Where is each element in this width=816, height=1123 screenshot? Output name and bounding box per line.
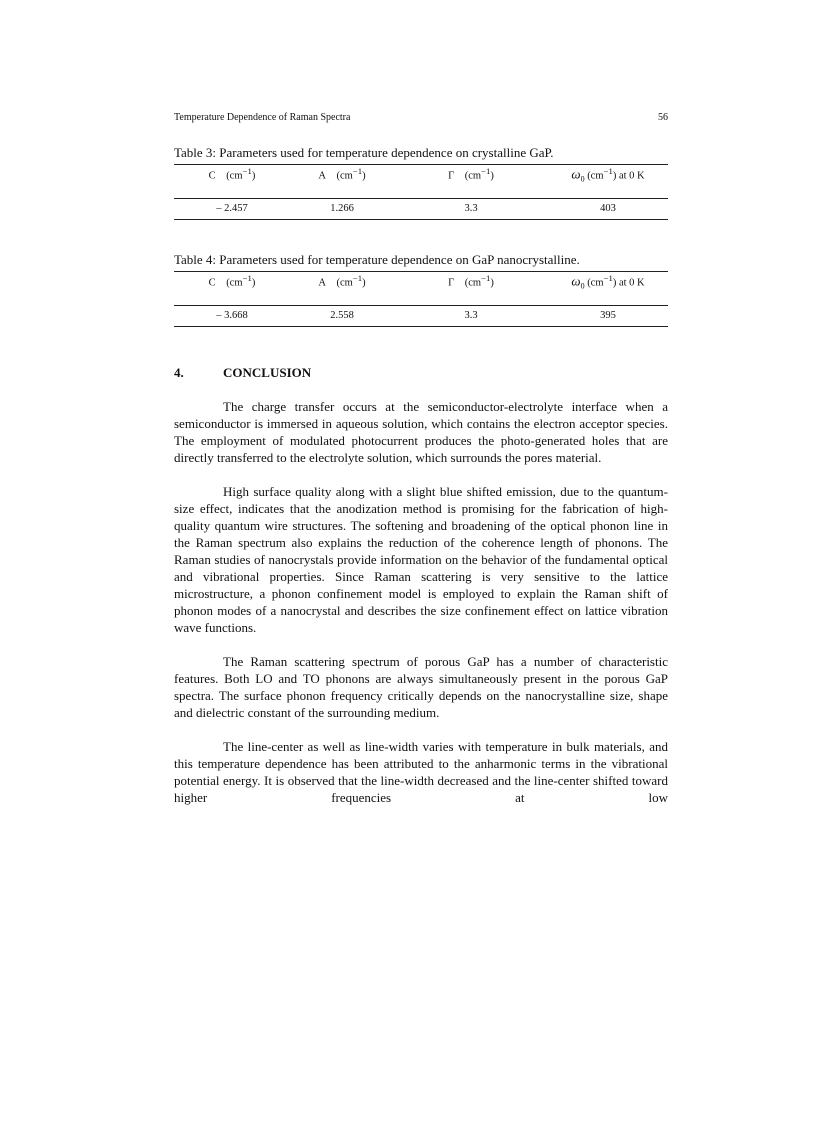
table3-caption: Table 3: Parameters used for temperature dependence on crystalline GaP.: [174, 145, 554, 160]
table3: [174, 164, 668, 220]
table3-header-a: A $(cm^{-1})$: [318, 166, 366, 182]
page-number: 56: [658, 112, 668, 123]
section-number: 4.: [174, 365, 184, 380]
table3-header-omega0: $\omega_0$ $(cm^{-1})$ at 0 K: [571, 166, 645, 184]
table4-cell-c: – 3.668: [174, 305, 290, 326]
table3-header-gamma: Γ $(cm^{-1})$: [448, 166, 494, 182]
table4-header-a: A $(cm^{-1})$: [318, 273, 366, 289]
table4-cell-gamma: 3.3: [394, 305, 548, 326]
conclusion-body: [174, 398, 668, 806]
table3-cell-a: 1.266: [290, 198, 394, 219]
paragraph: The line-center as well as line-width varies with temperature in bulk materials, and this temperature dependence has been attributed to the anharmonic terms in the vibrational potential energy. It is observed that the line-width decreased and the line-center shifted toward higher frequencies at low: [174, 739, 668, 805]
paragraph: The Raman scattering spectrum of porous GaP has a number of characteristic features. Both LO and TO phonons are always simultaneously present in the porous GaP spectra. The surface phonon frequency critically depends on the nanocrystalline size, shape and dielectric constant of the surrounding medium.: [174, 654, 668, 720]
table4-cell-a: 2.558: [290, 305, 394, 326]
running-header: [174, 112, 668, 123]
table4-header-c: C $(cm^{-1})$: [208, 273, 256, 289]
running-title: Temperature Dependence of Raman Spectra: [174, 112, 351, 123]
paragraph: The charge transfer occurs at the semiconductor-electrolyte interface when a semiconductor is immersed in aqueous solution, which contains the electron acceptor species. The employment of modulated photocurrent produces the photo-generated holes that are directly transferred to the electrolyte solution, which surrounds the pores material.: [174, 399, 668, 465]
table3-cell-c: – 2.457: [174, 198, 290, 219]
table4: [174, 271, 668, 327]
table4-caption: Table 4: Parameters used for temperature dependence on GaP nanocrystalline.: [174, 252, 580, 267]
table3-cell-omega0: 403: [548, 198, 668, 219]
table-row: [174, 198, 668, 219]
table4-cell-omega0: 395: [548, 305, 668, 326]
table4-header-gamma: Γ $(cm^{-1})$: [448, 273, 494, 289]
paragraph: High surface quality along with a slight blue shifted emission, due to the quantum-size effect, indicates that the anodization method is promising for the fabrication of high-quality quantum wire structures. The softening and broadening of the optical phonon line in the Raman spectrum also explains the reduction of the coherence length of phonons. The Raman studies of nanocrystals provide information on the behavior of the fundamental optical and vibrational properties. Since Raman scattering is very sensitive to the lattice microstructure, a phonon confinement model is employed to explain the Raman shift of phonon modes of a nanocrystal and describes the size confinement effect on lattice vibration wave functions.: [174, 484, 668, 635]
table-row: [174, 305, 668, 326]
section-heading: [174, 365, 311, 381]
table3-header-c: C $(cm^{-1})$: [208, 166, 256, 182]
table3-cell-gamma: 3.3: [394, 198, 548, 219]
section-title: CONCLUSION: [223, 365, 312, 380]
table4-header-omega0: $\omega_0$ $(cm^{-1})$ at 0 K: [571, 273, 645, 291]
